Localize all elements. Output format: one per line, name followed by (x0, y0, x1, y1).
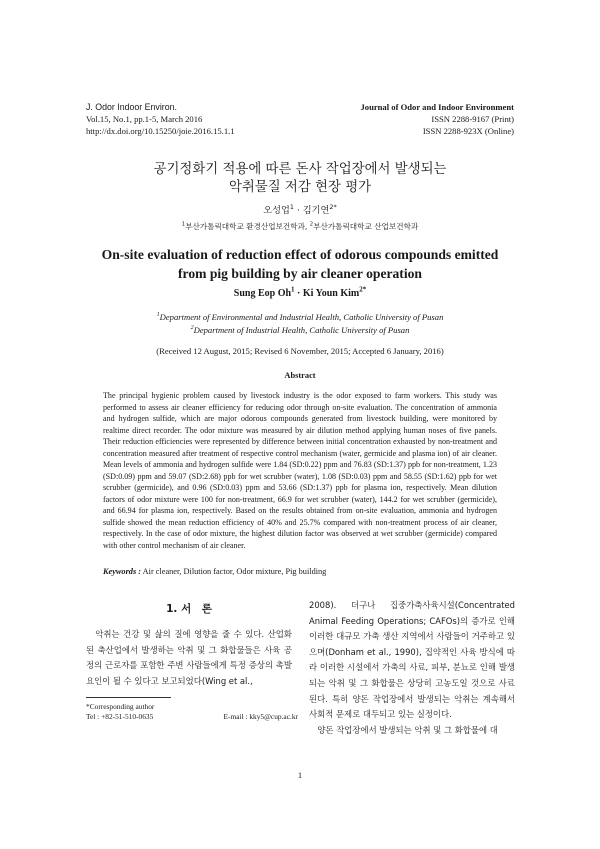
korean-affil1-sup: 1 (181, 221, 186, 228)
english-author1: Sung Eop Oh (233, 288, 292, 299)
korean-author-separator: · (294, 205, 303, 216)
issn-online: ISSN 2288-923X (Online) (422, 126, 514, 137)
english-title (40, 246, 560, 283)
korean-author1: 오성업 (263, 205, 290, 216)
english-author2-sup: 2 (359, 285, 363, 294)
page-number: 1 (297, 770, 303, 780)
footnote-email[interactable]: E-mail : kky5@cup.ac.kr (223, 712, 298, 721)
abstract-text: The principal hygienic problem caused by livestock industry is the odor exposed to farm workers. This study was performed to assess air cleaner efficiency for reducing odor through on-site evaluation. The concentration of ammonia and hydrogen sulfide, which are major odorous compounds generated from livestock building, were monitored by realtime direct recorder. The odor mixture was measured by air dilution method applying human noses of five panels. Their reduction efficiencies were represented by difference between initial concentration exhausted by non-treatment and concentration measured after treatment of respective control mechanism (water, germicide and plasma ion) of air cleaner. Mean levels of ammonia and hydrogen sulfide were 1.84 (SD:0.22) ppm and 76.83 (SD:1.37) ppb for non-treatment, 1.23 (SD:0.09) ppm and 59.07 (SD:2.68) ppb for wet scrubber (water), 1.08 (SD:0.03) ppm and 58.55 (SD:1.62) ppb for wet scrubber (germicide), and 0.96 (SD:0.03) ppm and 53.66 (SD:1.37) ppb for plasma ion, respectively. Mean dilution factors of odor mixture were 100 for non-treatment, 66.9 for wet scrubber (water), 144.2 for wet scrubber (germicide), and 66.94 for plasma ion, respectively. Based on the results obtained from on-site evaluation, ammonia and hydrogen sulfide showed the mean reduction efficiency of 40% and 25.7% compared with non-treatment process of air cleaner, respectively. In the case of odor mixture, the highest dilution factor was observed at wet scrubber (germicide) compared with other control mechanism of air cleaner. (103, 391, 497, 550)
footnote-tel: Tel : +82-51-510-0635 (86, 712, 154, 721)
korean-title (0, 161, 600, 197)
body-right-column (309, 598, 515, 738)
keywords-text: Air cleaner, Dilution factor, Odor mixture, Pig building (141, 567, 327, 576)
korean-title-line1: 공기정화기 적용에 따른 돈사 작업장에서 발생되는 (153, 162, 447, 177)
korean-title-line2: 악취물질 저감 현장 평가 (228, 180, 372, 195)
english-title-line2: from pig building by air cleaner operation (178, 265, 422, 281)
journal-header-right (360, 101, 514, 138)
abstract-heading: Abstract (284, 371, 316, 380)
korean-author1-sup: 1 (289, 202, 294, 211)
english-affil2-sup: 2 (190, 324, 194, 331)
english-author1-sup: 1 (291, 285, 295, 294)
korean-affiliations (0, 221, 600, 232)
body-right-paragraph1: 2008). 더구나 집중가축사육시설(Concentrated Animal Feeding Operations; CAFOs)의 증가로 인해 이러한 대규모 가축 생산 지역에서 사람들이 거주하고 있으며(Donham et al., 1990), 집약적인 사육 방식에 따라 이러한 시설에서 가축의 사료, 피부, 분뇨로 인해 발생되는 악취 및 그 화합물은 상당히 고농도일 것으로 사료된다. 특히 양돈 작업장에서 발생되는 악취는 계속해서 사회적 문제로 대두되고 있는 실정이다. (309, 600, 515, 720)
english-affil1: Department of Environmental and Industrial Health, Catholic University of Pusan (159, 312, 444, 322)
journal-short-name: J. Odor Indoor Environ. (86, 102, 177, 112)
korean-affil2: 부산가톨릭대학교 산업보건학과 (313, 222, 419, 231)
english-affil2: Department of Industrial Health, Catholic University of Pusan (193, 324, 410, 335)
english-affiliations (0, 311, 600, 336)
english-affil1-sup: 1 (156, 312, 160, 319)
footnote (86, 702, 298, 722)
korean-author2-sup: 2 (329, 202, 334, 211)
issn-print: ISSN 2288-9167 (Print) (431, 114, 514, 125)
keywords (103, 567, 497, 576)
volume-info: Vol.15, No.1, pp.1-5, March 2016 (86, 114, 203, 125)
keywords-label: Keywords : (103, 567, 142, 576)
journal-header-left (86, 101, 235, 138)
received-dates: (Received 12 August, 2015; Revised 6 November, 2015; Accepted 6 January, 2016) (156, 346, 444, 356)
english-authors (0, 285, 600, 299)
korean-affil2-sup: 2 (309, 221, 314, 228)
section-title-introduction: 1. 서 론 (166, 603, 212, 615)
footnote-divider (86, 697, 171, 698)
english-corresponding-mark: * (362, 285, 367, 294)
english-title-line1: On-site evaluation of reduction effect of odorous compounds emitted (101, 247, 499, 262)
footnote-corresponding: *Corresponding author (86, 702, 155, 711)
body-left-column: 악취는 건강 및 삶의 질에 영향을 줄 수 있다. 산업화 된 축산업에서 발생하는 악취 및 그 화합물들은 사육 공정의 근로자를 포함한 주변 사람들에게 특정 증상의 촉발요인이 될 수 있다고 보고되었다(Wing et al., (86, 629, 292, 686)
doi-link[interactable]: http://dx.doi.org/10.15250/joie.2016.15.1.1 (86, 126, 235, 137)
korean-corresponding-mark: * (333, 202, 337, 211)
korean-authors (0, 202, 600, 216)
english-author-separator: · (294, 288, 303, 299)
korean-author2: 김기연 (302, 205, 330, 216)
journal-full-name: Journal of Odor and Indoor Environment (360, 102, 514, 112)
korean-affil1: 부산가톨릭대학교 환경산업보건학과, (185, 222, 310, 231)
english-author2: Ki Youn Kim (302, 288, 360, 299)
body-right-paragraph2: 양돈 작업장에서 발생되는 악취 및 그 화합물에 대 (309, 724, 498, 735)
